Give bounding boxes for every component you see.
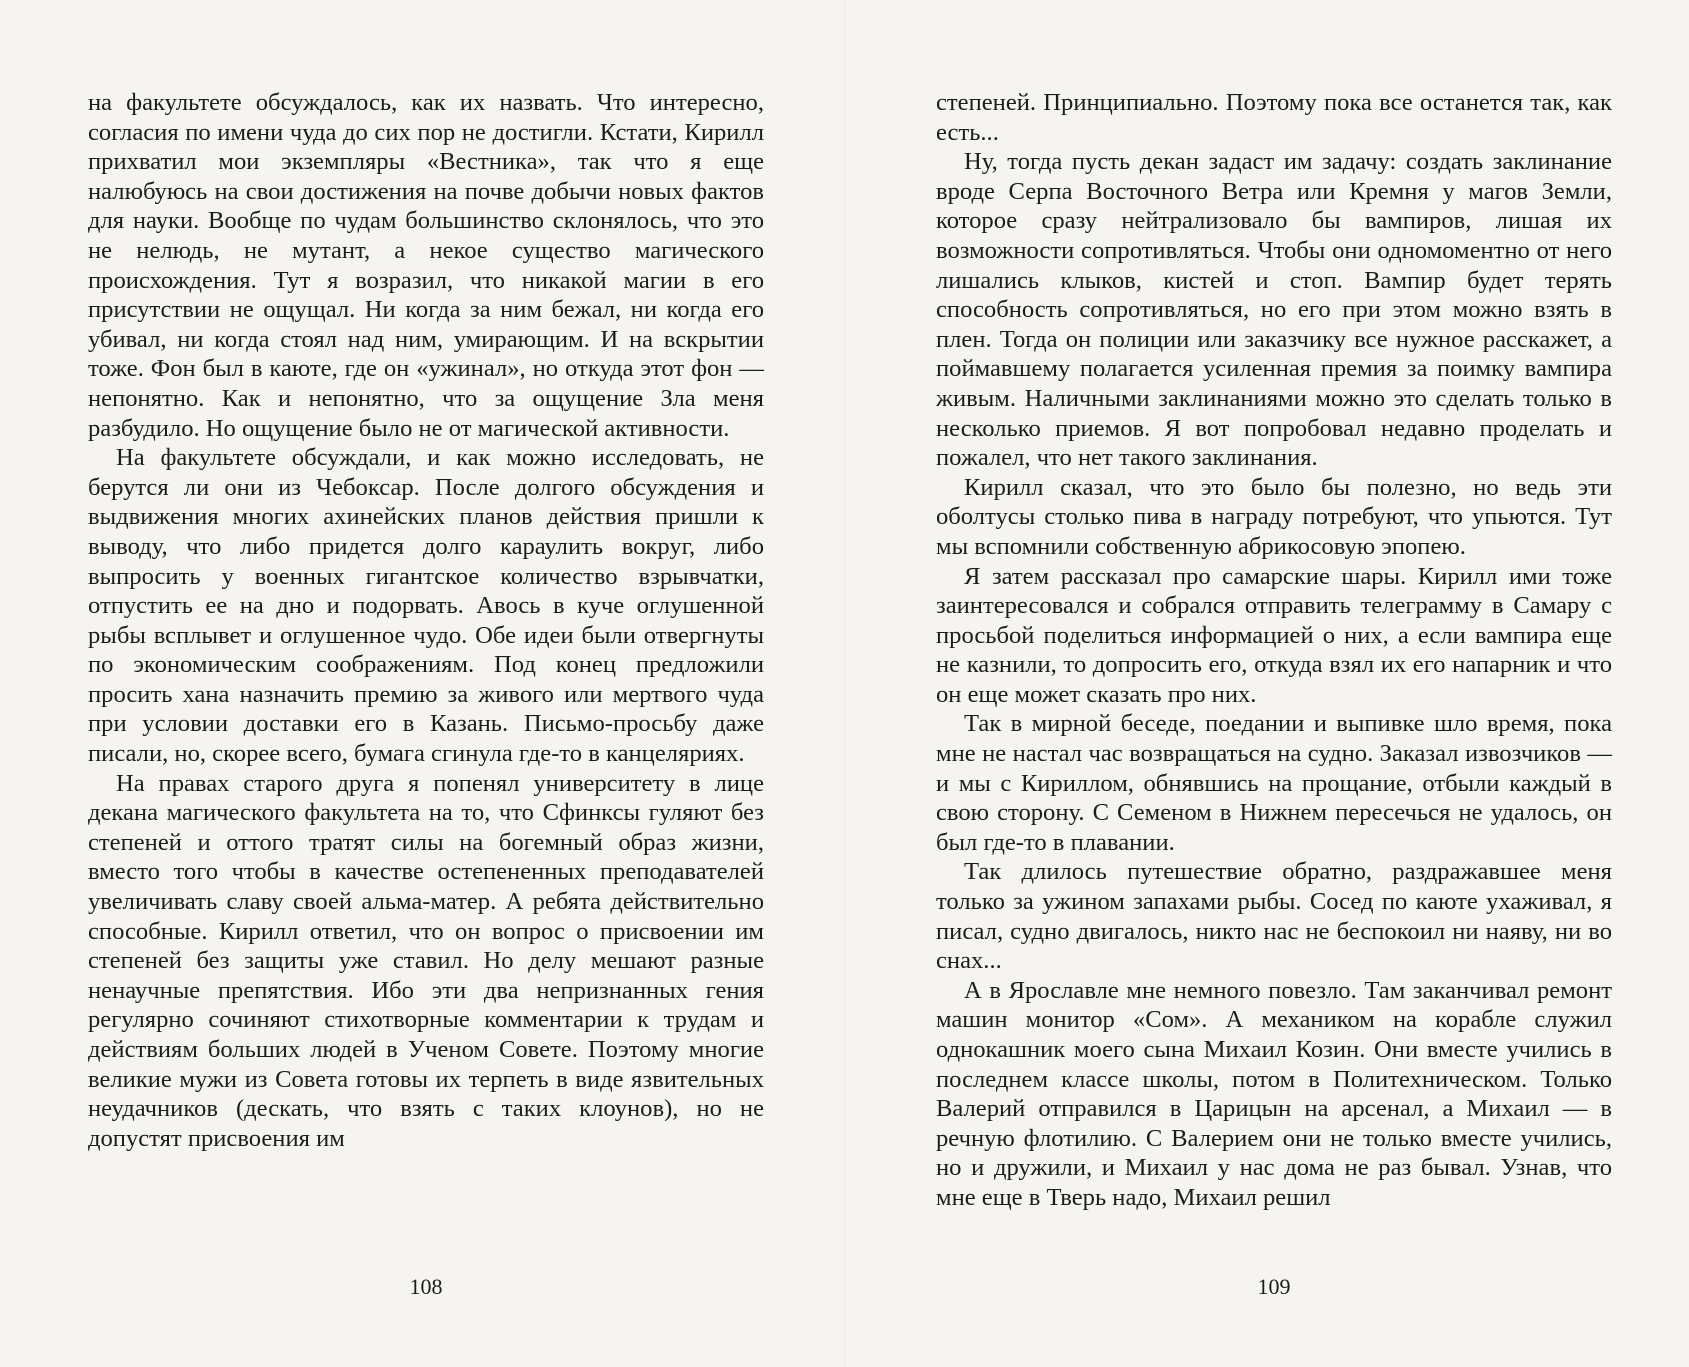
right-page — [936, 88, 1612, 1308]
left-paragraph-2: На факультете обсуждали, и как можно исследовать, не берутся ли они из Чебоксар. После долгого обсуждения и выдвижения многих ахинейских планов действия пришли к выводу, что либо придется долго караулить вокруг, либо выпросить у военных гигантское количество взрывчатки, отпустить ее на дно и подорвать. Авось в куче оглушенной рыбы всплывет и оглушенное чудо. Обе идеи были отвергнуты по экономическим соображениям. Под конец предложили просить хана назначить премию за живого или мертвого чуда при условии доставки его в Казань. Письмо-просьбу даже писали, но, скорее всего, бумага сгинула где-то в канцеляриях. — [88, 444, 764, 768]
right-paragraph-1: степеней. Принципиально. Поэтому пока все останется так, как есть... — [936, 89, 1612, 146]
left-page-number: 108 — [409, 1274, 443, 1299]
right-paragraph-3: Кирилл сказал, что это было бы полезно, но ведь эти оболтусы столько пива в награду потребуют, что упьются. Тут мы вспомнили собственную абрикосовую эпопею. — [936, 473, 1612, 560]
left-page — [88, 88, 764, 1308]
right-page-number: 109 — [1257, 1274, 1291, 1299]
right-paragraph-2: Ну, тогда пусть декан задаст им задачу: создать заклинание вроде Серпа Восточного Ветра или Кремня у магов Земли, которое сразу нейтрализовало бы вампиров, лишая их возможности сопротивляться. Чтобы они одномоментно от него лишались клыков, кистей и стоп. Вампир будет терять способность сопротивляться, но его при этом можно взять в плен. Тогда он полиции или заказчику все нужное расскажет, а поймавшему полагается усиленная премия за поимку вампира живым. Наличными заклинаниями можно это сделать только в несколько приемов. Я вот попробовал недавно проделать и пожалел, что нет такого заклинания. — [936, 148, 1612, 472]
right-page-text — [936, 88, 1612, 1213]
right-paragraph-4: Я затем рассказал про самарские шары. Кирилл ими тоже заинтересовался и собрался отправить телеграмму в Самару с просьбой поделиться информацией о них, а если вампира еще не казнили, то допросить его, откуда взял их его напарник и что он еще может сказать про них. — [936, 562, 1612, 708]
right-paragraph-6: Так длилось путешествие обратно, раздражавшее меня только за ужином запахами рыбы. Сосед по каюте ухаживал, я писал, судно двигалось, никто нас не беспокоил ни наяву, ни во снах... — [936, 858, 1612, 975]
left-paragraph-3: На правах старого друга я попенял университету в лице декана магического факультета на то, что Сфинксы гуляют без степеней и оттого тратят силы на богемный образ жизни, вместо того чтобы в качестве остепененных преподавателей увеличивать славу своей альма-матер. А ребята действительно способные. Кирилл ответил, что он вопрос о присвоении им степеней без защиты уже ставил. Но делу мешают разные ненаучные препятствия. Ибо эти два непризнанных гения регулярно сочиняют стихотворные комментарии к трудам и действиям больших людей в Ученом Совете. Поэтому многие великие мужи из Совета готовы их терпеть в виде язвительных неудачников (дескать, что взять с таких клоунов), но не допустят присвоения им — [88, 769, 764, 1152]
right-paragraph-7: А в Ярославле мне немного повезло. Там заканчивал ремонт машин монитор «Сом». А механиком на корабле служил однокашник моего сына Михаил Козин. Они вместе учились в последнем классе школы, потом в Политехническом. Только Валерий отправился в Царицын на арсенал, а Михаил — в речную флотилию. С Валерием они не только вместе учились, но и дружили, и Михаил у нас дома не раз бывал. Узнав, что мне еще в Тверь надо, Михаил решил — [936, 976, 1612, 1211]
book-gutter — [844, 0, 846, 1367]
left-page-text — [88, 88, 764, 1153]
right-paragraph-5: Так в мирной беседе, поедании и выпивке шло время, пока мне не настал час возвращаться на судно. Заказал извозчиков — и мы с Кириллом, обнявшись на прощание, отбыли каждый в свою сторону. С Семеном в Нижнем пересечься не удалось, он был где-то в плавании. — [936, 710, 1612, 856]
left-paragraph-1: на факультете обсуждалось, как их назвать. Что интересно, согласия по имени чуда до сих пор не достигли. Кстати, Кирилл прихватил мои экземпляры «Вестника», так что я еще налюбуюсь на свои достижения на почве добычи новых фактов для науки. Вообще по чудам большинство склонялось, что это не нелюдь, не мутант, а некое существо магического происхождения. Тут я возразил, что никакой магии в его присутствии не ощущал. Ни когда за ним бежал, ни когда его убивал, ни когда стоял над ним, умирающим. И на вскрытии тоже. Фон был в каюте, где он «ужинал», но откуда этот фон — непонятно. Как и непонятно, что за ощущение Зла меня разбудило. Но ощущение было не от магической активности. — [88, 89, 764, 442]
